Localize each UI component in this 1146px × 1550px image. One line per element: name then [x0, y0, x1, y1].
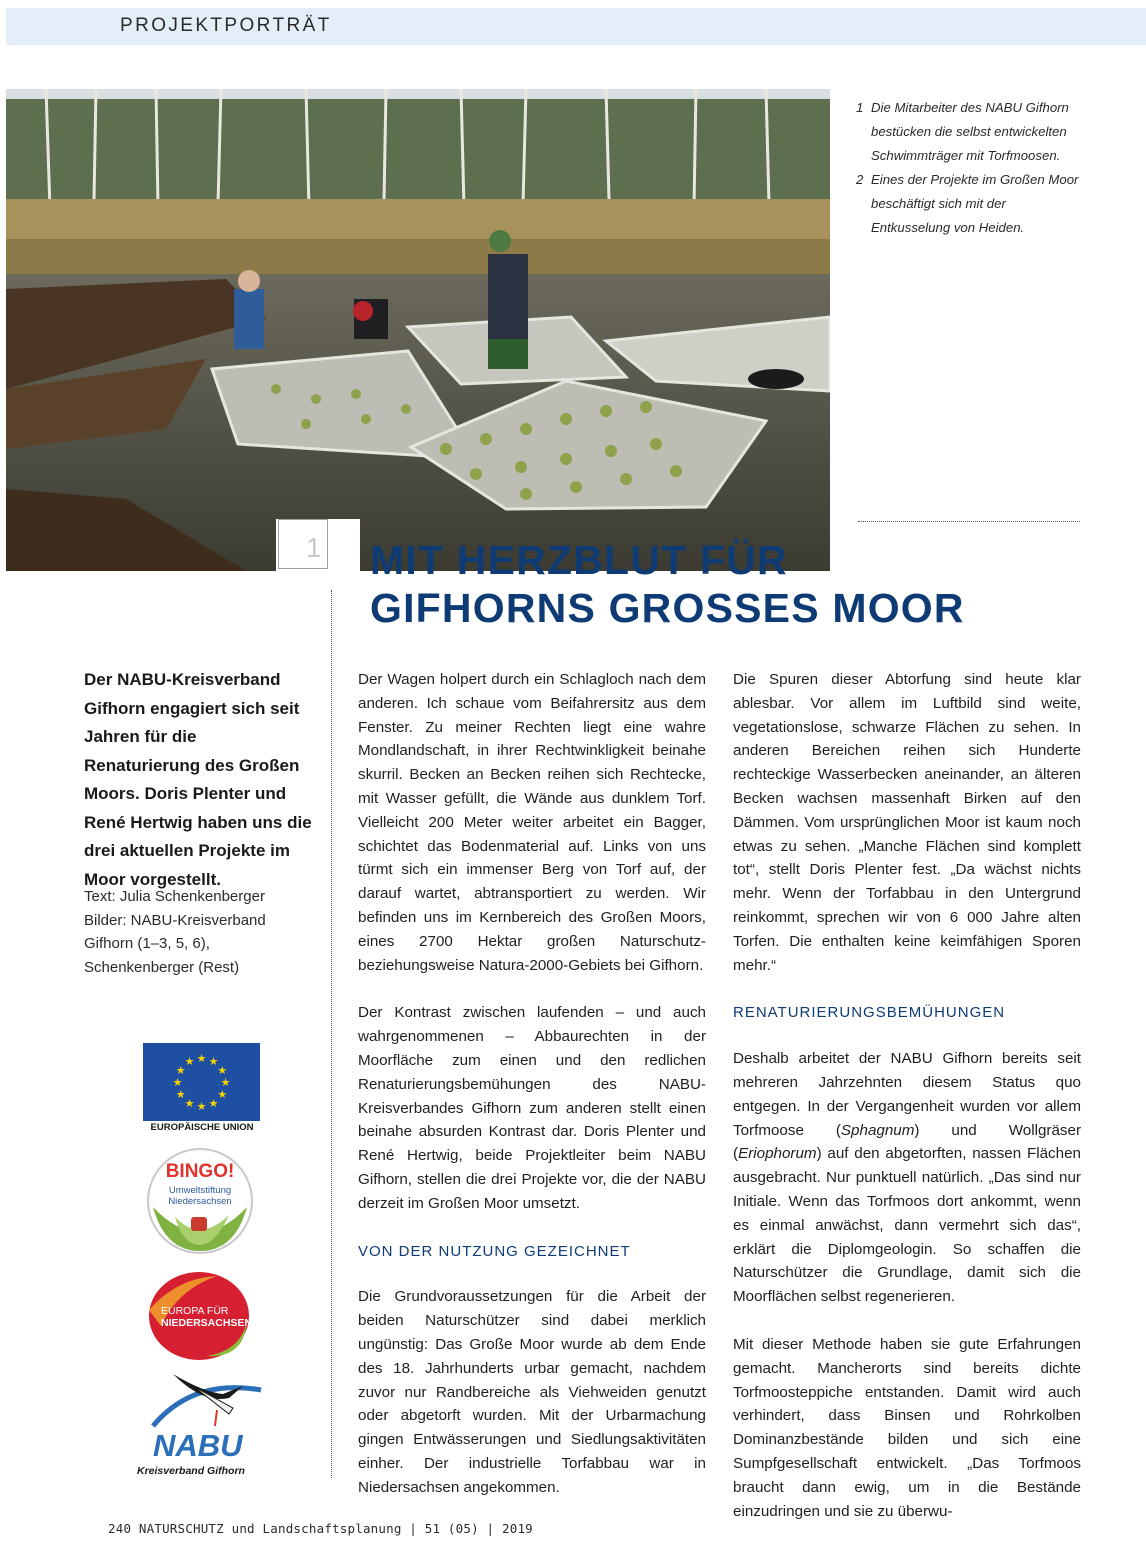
paragraph: [733, 1047, 1081, 1309]
eu-star-icon: ★: [208, 1055, 219, 1069]
text-run: ) auf den abgetorften, nassen Flächen ausgebracht. Nur punktuell natürlich. „Das sind nur Initiale. Wenn das Torfmoos dort ankommt, wenn es einmal anwächst, dann vermehrt sich das“, erklärt die Diplomgeologin. So schaffen die Naturschützer die Grundlage, damit sich die Moorflächen selbst regenerieren.: [733, 1145, 1081, 1306]
page-footer: 240 NATURSCHUTZ und Landschaftsplanung | 51 (05) | 2019: [108, 1521, 533, 1536]
europa-fuer-niedersachsen-logo: [147, 1270, 251, 1362]
eu-star-icon: ★: [208, 1096, 219, 1110]
paragraph: Mit dieser Methode haben sie gute Erfahrungen gemacht. Mancherorts sind bereits dichte Torfmoosteppiche entstanden. Damit wird auch verhindert, dass Binsen und Rohrkolben Dominanzbestände bilden und sich eine Sumpfgesellschaft entwickelt. „Das Torfmoos braucht dann ewig, um in die Bestände einzudringen und sie zu überwu-: [733, 1335, 1081, 1520]
nabu-logo: [133, 1368, 271, 1478]
paragraph: Der Wagen holpert durch ein Schlagloch nach dem anderen. Ich schaue vom Beifahrersitz aus dem Fenster. Zu meiner Rechten liegt eine wahre Mondlandschaft, in ihrer Rechtwinkligkeit beinahe skurril. Becken an Becken reihen sich Rechtecke, mit Wasser gefüllt, die Wände aus dunklem Torf. Vielleicht 200 Meter weiter arbeitet ein Bagger, schichtet das Bodenmaterial auf. Links von uns türmt sich ein immenser Berg von Torf auf, der darauf wartet, abtransportiert zu werden. Wir befinden uns im Kernbereich des Großen Moors, eines 2700 Hektar großen Naturschutz- beziehungsweise Natura-2000-Gebiets bei Gifhorn.: [358, 671, 706, 974]
eu-star-icon: ★: [172, 1076, 183, 1089]
article-column-2: [733, 668, 1081, 1547]
photo-number: 1: [306, 532, 322, 563]
eu-star-icon: ★: [217, 1088, 228, 1101]
bingo-icon: [145, 1147, 255, 1255]
credits-text: Text: Julia Schenkenberger: [84, 888, 265, 905]
article-photo: [6, 89, 830, 571]
credits-images: Bilder: NABU-Kreisverband Gifhorn (1–3, 5, 6), Schenkenberger (Rest): [84, 911, 266, 976]
bingo-wordmark: BINGO!: [165, 1161, 235, 1182]
bingo-logo: [145, 1147, 255, 1255]
nabu-stork-icon: [133, 1368, 271, 1478]
article-column-1: [358, 668, 706, 1524]
eu-star-icon: ★: [184, 1096, 195, 1110]
credits: [84, 885, 319, 979]
column-divider: [331, 590, 332, 1478]
europa-icon: [147, 1270, 251, 1362]
europa-line-1: EUROPA FÜR: [161, 1305, 229, 1317]
photo-captions: [856, 96, 1086, 240]
eu-star-icon: ★: [196, 1052, 207, 1065]
nabu-subtitle: Kreisverband Gifhorn: [137, 1465, 245, 1477]
headline-line-2: GIFHORNS GROSSES MOOR: [370, 585, 965, 631]
caption-2-text: Eines der Projekte im Großen Moor beschäftigt sich mit der Entkusselung von Heiden.: [871, 172, 1079, 235]
bingo-sub-1: Umweltstiftung: [168, 1185, 232, 1196]
eu-flag-icon: [143, 1043, 260, 1121]
paragraph: Die Spuren dieser Abtorfung sind heute klar ablesbar. Vor allem im Luftbild sind weite, vegetationslose, schwarze Flächen zu sehen. In anderen Bereichen reihen sich Hunderte rechteckige Wasserbecken aneinander, an älteren Becken wachsen massenhaft Birken auf den Dämmen. Vom ursprünglichen Moor ist kaum noch etwas zu sehen. „Manche Flächen sind komplett tot“, stellt Doris Plenter fest. „Da wächst nichts mehr. Wenn der Torfabbau in den Untergrund reinkommt, sprechen wir von 6 000 Jahre alten Torfen. Die enthalten keine keimfähigen Sporen mehr.“: [733, 671, 1081, 974]
species-name: Eriophorum: [738, 1145, 817, 1163]
moor-photo-illustration: [6, 89, 830, 571]
section-label: PROJEKTPORTRÄT: [120, 15, 332, 36]
paragraph: Der Kontrast zwischen laufenden – und auch wahrgenommenen – Abbaurechten in der Moorfläche zum einen und den redlichen Renaturierungsbemühungen des NABU-Kreisverbandes Gifhorn zum anderen stellt einen beinahe absurden Kontrast dar. Doris Plenter und René Hertwig, beide Projektleiter beim NABU Gifhorn, stellen die drei Projekte vor, die der NABU derzeit im Großen Moor umsetzt.: [358, 1004, 706, 1212]
paragraph: Die Grundvoraussetzungen für die Arbeit der beiden Naturschützer sind dabei merklich ungünstig: Das Große Moor wurde ab dem Ende des 18. Jahrhunderts urbar gemacht, nachdem zuvor nur Randbereiche als Viehweiden genutzt oder abgetorft wurden. Mit der Urbarmachung gingen Entwässerungen und Siedlungsaktivitäten einher. Der industrielle Torfabbau war in Niedersachsen angekommen.: [358, 1288, 706, 1496]
eu-star-icon: ★: [196, 1100, 207, 1113]
europa-line-2: NIEDERSACHSEN: [161, 1317, 251, 1329]
subheading: RENATURIERUNGSBEMÜHUNGEN: [733, 1004, 1006, 1022]
eu-star-icon: ★: [175, 1064, 186, 1077]
species-name: Sphagnum: [840, 1121, 915, 1139]
caption-divider: [858, 521, 1080, 522]
caption-1-number: 1: [856, 100, 864, 115]
article-headline: [370, 536, 1110, 632]
caption-2-number: 2: [856, 172, 864, 187]
lead-paragraph: Der NABU-Kreisverband Gifhorn engagiert sich seit Jahren für die Renaturierung des Großen Moors. Doris Plenter und René Hertwig haben uns die drei aktuellen Projekte im Moor vorgestellt.: [84, 670, 312, 889]
text-run: Deshalb arbeitet der NABU Gifhorn bereits seit mehreren Jahrzehnten diesem Status quo entgegen. In der Vergangenheit wurden vor allem Torfmoose (: [733, 1050, 1081, 1139]
text-run: ) und Wollgräser (: [733, 1121, 1081, 1163]
eu-star-icon: ★: [184, 1055, 195, 1069]
caption-2: [856, 168, 1086, 240]
caption-1-text: Die Mitarbeiter des NABU Gifhorn bestücken die selbst entwickelten Schwimmträger mit Torfmoosen.: [871, 100, 1069, 163]
eu-caption: EUROPÄISCHE UNION: [150, 1122, 254, 1133]
eu-star-icon: ★: [220, 1076, 231, 1089]
headline-line-1: MIT HERZBLUT FÜR: [370, 537, 788, 583]
caption-1: [856, 96, 1086, 168]
bingo-sub-2: Niedersachsen: [168, 1196, 232, 1207]
nabu-wordmark: NABU: [153, 1428, 243, 1463]
eu-star-icon: ★: [217, 1064, 228, 1077]
eu-star-icon: ★: [175, 1088, 186, 1101]
subheading: VON DER NUTZUNG GEZEICHNET: [358, 1242, 631, 1260]
